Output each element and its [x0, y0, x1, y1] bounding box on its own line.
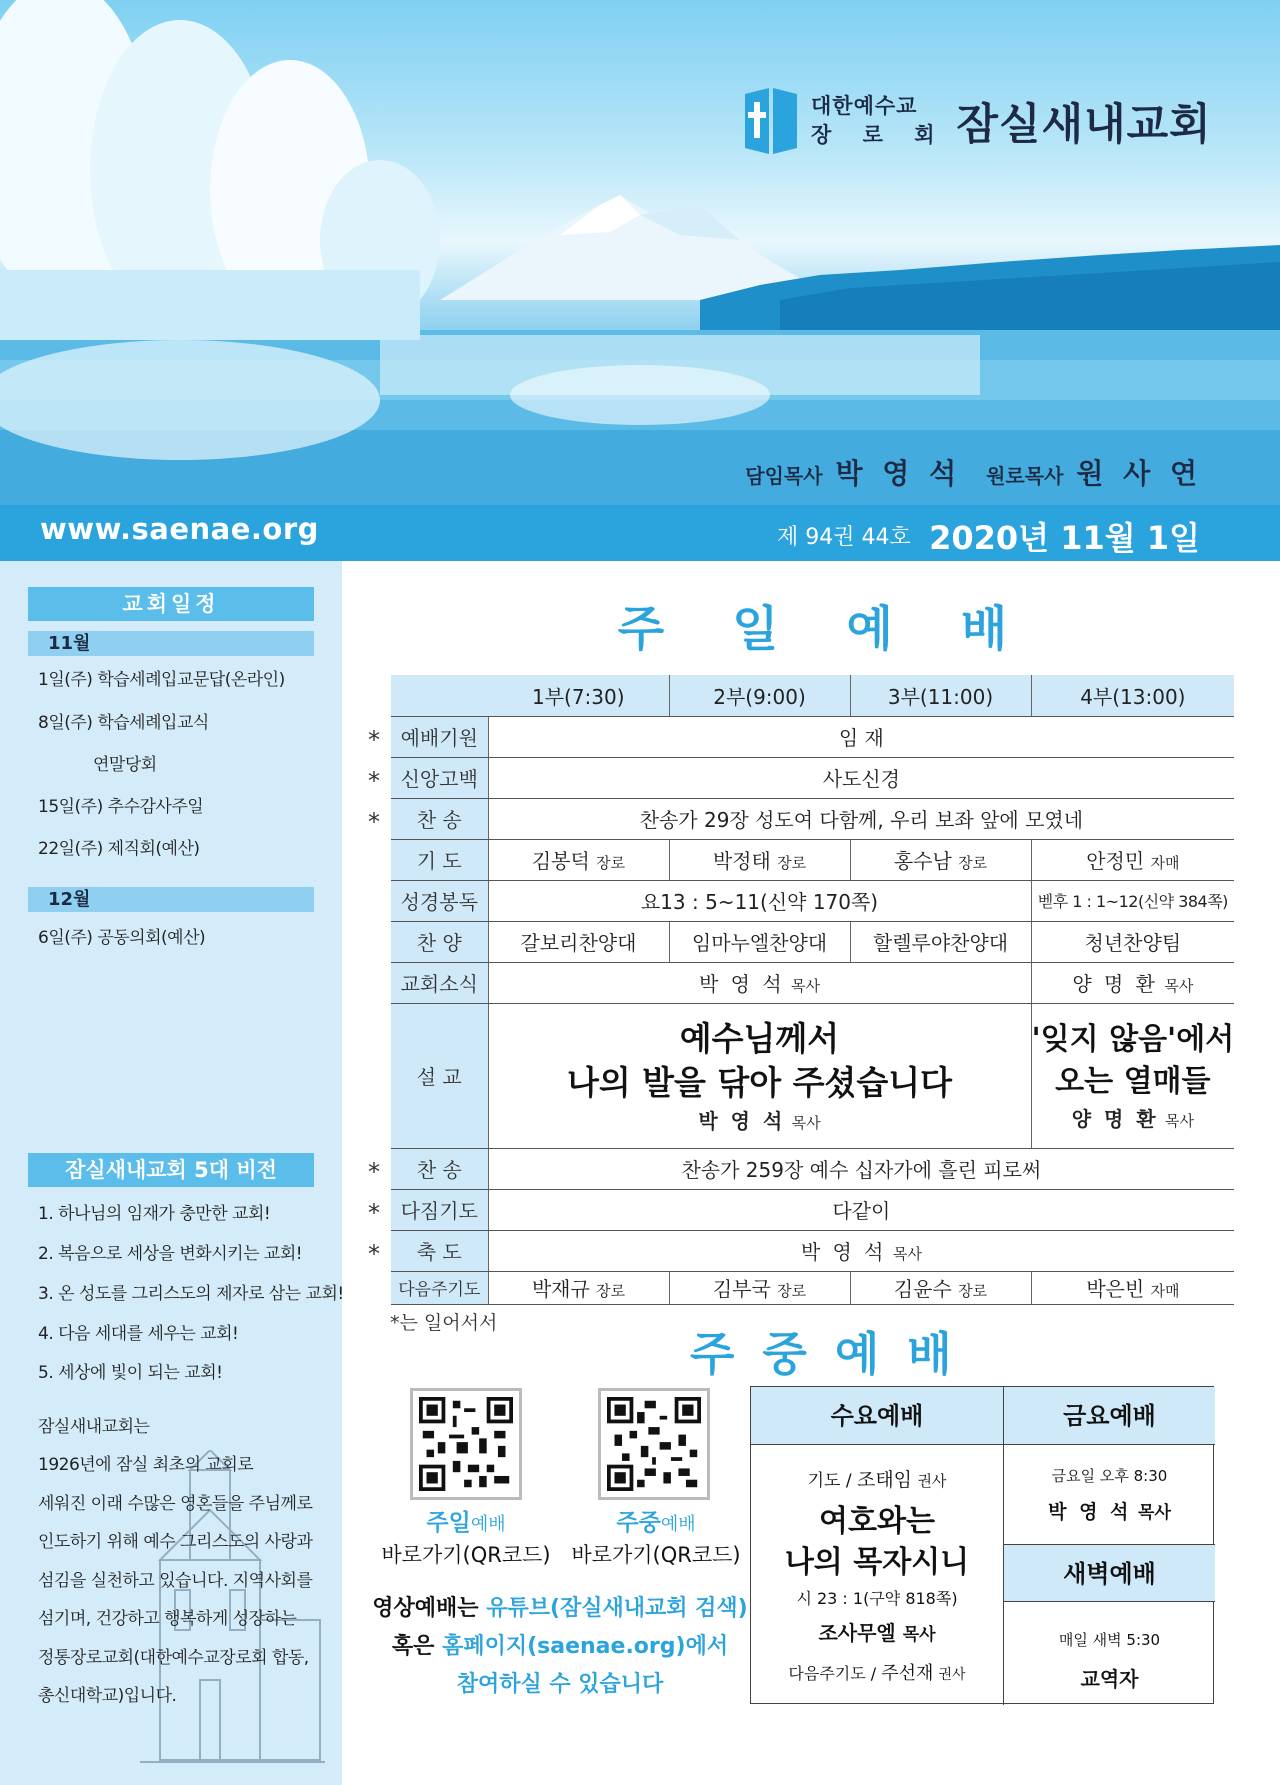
homepage-link[interactable]: 홈페이지(saenae.org)에서 — [442, 1634, 729, 1659]
stand-marker: * — [368, 1158, 380, 1186]
person-title: 자매 — [1150, 854, 1180, 872]
row-label: 예배기원 — [391, 716, 488, 757]
vision-item: 5. 세상에 빛이 되는 교회! — [38, 1363, 223, 1383]
about-line: 총신대학교)입니다. — [38, 1686, 177, 1706]
cross-book-icon — [745, 88, 797, 154]
person-name: 조사무엘 — [818, 1621, 896, 1645]
person-title: 자매 — [1150, 1282, 1180, 1300]
table-row — [391, 962, 1234, 1003]
row-label: 찬 송 — [391, 1148, 488, 1189]
service-1-header: 1부(7:30) — [488, 675, 669, 716]
choir-1: 갈보리찬양대 — [488, 921, 669, 962]
sermon-title-line2: 오는 열매들 — [1055, 1064, 1211, 1099]
sermon-title-line2: 나의 발을 닦아 주셨습니다 — [566, 1063, 953, 1102]
service-2-header: 2부(9:00) — [669, 675, 850, 716]
person-name: 박은빈 — [1086, 1277, 1145, 1301]
row-label: 신앙고백 — [391, 757, 488, 798]
sermon-main — [488, 1003, 1031, 1148]
next-prayer-1 — [488, 1271, 669, 1304]
bulletin-date: 2020년 11월 1일 — [929, 519, 1200, 557]
sermon-title-line1: 예수님께서 — [679, 1019, 840, 1058]
qr-code-sunday[interactable] — [410, 1388, 522, 1500]
row-label: 성경봉독 — [391, 880, 488, 921]
about-line: 섬김을 실천하고 있습니다. 지역사회를 — [38, 1571, 313, 1591]
wed-next-prayer — [751, 1659, 1003, 1685]
fri-preacher — [1004, 1497, 1215, 1524]
qr-label-small: 예배 — [470, 1514, 506, 1535]
prayer-leader-3 — [850, 839, 1031, 880]
person-name: 김부국 — [712, 1277, 771, 1301]
schedule-item: 연말당회 — [93, 755, 157, 775]
sermon-title-line1: 여호와는 — [819, 1504, 935, 1539]
choir-4: 청년찬양팀 — [1031, 921, 1234, 962]
friday-heading: 금요예배 — [1004, 1387, 1215, 1445]
sermon-fourth — [1031, 1003, 1234, 1148]
pledge-value: 다같이 — [488, 1189, 1234, 1230]
table-row — [391, 798, 1234, 839]
creed-value: 사도신경 — [488, 757, 1234, 798]
prayer-leader-1 — [488, 839, 669, 880]
sermon-row — [391, 1003, 1234, 1148]
issue-number: 제 94권 44호 — [777, 525, 911, 550]
table-row — [391, 757, 1234, 798]
qr-label-blue: 주중 — [616, 1510, 661, 1536]
denomination-text — [811, 92, 946, 150]
qr-label-blue: 주일 — [426, 1510, 471, 1536]
person-name: 박 영 석 — [1048, 1501, 1132, 1523]
elder-pastor-name: 원 사 연 — [1076, 457, 1202, 490]
person-title: 장로 — [958, 854, 988, 872]
benediction — [488, 1230, 1234, 1271]
qr-caption: 바로가기(QR코드) — [381, 1543, 551, 1567]
person-title: 목사 — [791, 977, 821, 995]
wed-prayer — [751, 1465, 1003, 1492]
stand-marker: * — [368, 767, 380, 795]
fri-time: 금요일 오후 8:30 — [1051, 1467, 1168, 1485]
stand-marker: * — [368, 1199, 380, 1227]
row-label: 다짐기도 — [391, 1189, 488, 1230]
wed-sermon-title — [751, 1501, 1003, 1583]
row-label: 찬 양 — [391, 921, 488, 962]
sunday-order-table — [391, 675, 1234, 1305]
header-corner — [391, 675, 488, 716]
wednesday-heading: 수요예배 — [751, 1387, 1003, 1445]
person-name: 박 영 석 — [698, 972, 785, 996]
preacher-name: 박 영 석 — [698, 1109, 786, 1133]
denomination-line1: 대한예수교 — [811, 94, 918, 118]
row-label: 축 도 — [391, 1230, 488, 1271]
closing-hymn: 찬송가 259장 예수 십자가에 흘린 피로써 — [488, 1148, 1234, 1189]
table-row — [391, 1148, 1234, 1189]
person-title: 목사 — [902, 1625, 936, 1645]
qr-caption-weekday[interactable] — [571, 1508, 741, 1571]
elder-pastor-title: 원로목사 — [986, 464, 1064, 488]
table-row — [391, 716, 1234, 757]
month-label: 11월 — [28, 631, 314, 656]
service-3-header: 3부(11:00) — [850, 675, 1031, 716]
person-name: 조태임 — [856, 1469, 913, 1491]
person-title: 목사 — [892, 1245, 922, 1263]
hero-banner — [0, 0, 1280, 505]
person-title: 장로 — [596, 1282, 626, 1300]
video-text: 혹은 — [391, 1634, 443, 1659]
person-title: 목사 — [1164, 977, 1194, 995]
preacher-title: 목사 — [1164, 1112, 1194, 1130]
about-line: 잠실새내교회는 — [38, 1417, 150, 1437]
sermon-title-line1: '잊지 않음'에서 — [1031, 1022, 1235, 1057]
stand-marker: * — [368, 726, 380, 754]
person-name: 안정민 — [1086, 849, 1145, 873]
person-title: 장로 — [777, 1282, 807, 1300]
senior-pastor-title: 담임목사 — [745, 464, 823, 488]
stand-marker: * — [368, 808, 380, 836]
website-link[interactable]: www.saenae.org — [40, 512, 319, 546]
vision-item: 1. 하나님의 임재가 충만한 교회! — [38, 1204, 271, 1224]
schedule-heading: 교회일정 — [28, 587, 314, 621]
table-row — [391, 880, 1234, 921]
about-line: 정통장로교회(대한예수교장로회 합동, — [38, 1648, 309, 1668]
table-row — [391, 1230, 1234, 1271]
service-4-header: 4부(13:00) — [1031, 675, 1234, 716]
prayer-leader-2 — [669, 839, 850, 880]
online-worship-note — [370, 1590, 750, 1704]
qr-code-weekday[interactable] — [598, 1388, 710, 1500]
schedule-item: 15일(주) 추수감사주일 — [38, 797, 204, 817]
person-name: 양 명 환 — [1072, 972, 1159, 996]
prayer-leader-4 — [1031, 839, 1234, 880]
video-text: 참여하실 수 있습니다 — [456, 1672, 664, 1697]
table-row — [391, 839, 1234, 880]
scripture-main: 요13 : 5~11(신약 170쪽) — [488, 880, 1031, 921]
preacher-name: 양 명 환 — [1071, 1107, 1159, 1131]
youtube-link[interactable]: 유튜브(잠실새내교회 검색) — [486, 1596, 748, 1621]
vision-item: 4. 다음 세대를 세우는 교회! — [38, 1324, 239, 1344]
dawn-time: 매일 새벽 5:30 — [1058, 1631, 1161, 1649]
row-label: 기 도 — [391, 839, 488, 880]
church-name: 잠실새내교회 — [956, 99, 1212, 150]
table-row — [391, 1189, 1234, 1230]
table-header-row — [391, 675, 1234, 716]
vision-heading: 잠실새내교회 5대 비전 — [28, 1153, 314, 1187]
news-fourth — [1031, 962, 1234, 1003]
person-name: 김봉덕 — [531, 849, 590, 873]
stand-marker: * — [368, 1240, 380, 1268]
person-name: 주선재 — [881, 1663, 934, 1684]
schedule-item: 22일(주) 제직회(예산) — [38, 839, 200, 859]
vision-item: 2. 복음으로 세상을 변화시키는 교회! — [38, 1244, 303, 1264]
about-line: 세워진 이래 수많은 영혼들을 주님께로 — [38, 1494, 313, 1514]
person-title: 장로 — [958, 1282, 988, 1300]
wed-scripture: 시 23 : 1(구약 818쪽) — [796, 1589, 958, 1608]
sunday-worship-title: 주일예배 — [617, 601, 1076, 657]
person-name: 박재규 — [531, 1277, 590, 1301]
video-text: 영상예배는 — [372, 1596, 487, 1621]
next-prayer-3 — [850, 1271, 1031, 1304]
row-label: 교회소식 — [391, 962, 488, 1003]
choir-3: 할렐루야찬양대 — [850, 921, 1031, 962]
label: 기도 / — [807, 1471, 857, 1491]
about-line: 1926년에 잠실 최초의 교회로 — [38, 1455, 254, 1475]
stand-note: *는 일어서서 — [390, 1312, 498, 1334]
qr-caption: 바로가기(QR코드) — [571, 1543, 741, 1567]
sermon-title-line2: 나의 목자시니 — [784, 1545, 970, 1580]
table-row — [391, 1271, 1234, 1304]
month-label: 12월 — [28, 887, 314, 912]
qr-caption-sunday[interactable] — [381, 1508, 551, 1571]
opening-hymn: 찬송가 29장 성도여 다함께, 우리 보좌 앞에 모였네 — [488, 798, 1234, 839]
news-main — [488, 962, 1031, 1003]
qr-code-icon — [419, 1397, 513, 1491]
label: 다음주기도 / — [788, 1664, 882, 1683]
person-name: 박 영 석 — [800, 1240, 887, 1264]
dawn-heading: 새벽예배 — [1004, 1544, 1215, 1602]
winter-lake-image — [0, 0, 1280, 505]
qr-code-icon — [607, 1397, 701, 1491]
person-title: 장로 — [777, 854, 807, 872]
weekday-services-box — [750, 1386, 1214, 1704]
senior-pastor-name: 박 영 석 — [835, 457, 962, 490]
next-prayer-4 — [1031, 1271, 1234, 1304]
pastors-line — [745, 452, 1202, 492]
person-title: 목사 — [1138, 1503, 1171, 1523]
preacher-title: 목사 — [791, 1114, 821, 1132]
wed-preacher — [751, 1617, 1003, 1646]
person-name: 홍수남 — [893, 849, 952, 873]
scripture-fourth: 벧후 1 : 1~12(신약 384쪽) — [1031, 880, 1234, 921]
next-prayer-2 — [669, 1271, 850, 1304]
dawn-preacher: 교역자 — [1080, 1667, 1139, 1691]
about-line: 인도하기 위해 예수 그리스도의 사랑과 — [38, 1532, 313, 1552]
person-name: 김윤수 — [893, 1277, 952, 1301]
person-name: 박정태 — [712, 849, 771, 873]
person-title: 권사 — [917, 1472, 947, 1490]
schedule-item: 1일(주) 학습세례입교문답(온라인) — [38, 670, 285, 690]
choir-2: 임마누엘찬양대 — [669, 921, 850, 962]
table-row — [391, 921, 1234, 962]
row-label: 찬 송 — [391, 798, 488, 839]
about-line: 섬기며, 건강하고 행복하게 성장하는 — [38, 1609, 297, 1629]
denomination-line2: 장 로 회 — [811, 123, 947, 147]
vision-item: 3. 온 성도를 그리스도의 제자로 삼는 교회! — [38, 1284, 344, 1304]
qr-label-small: 예배 — [660, 1514, 696, 1535]
row-label: 설 교 — [391, 1003, 488, 1148]
schedule-item: 6일(주) 공동의회(예산) — [38, 928, 206, 948]
church-logo — [745, 86, 1212, 156]
person-title: 권사 — [938, 1667, 966, 1683]
weekday-worship-title: 주중예배 — [690, 1327, 980, 1381]
person-title: 장로 — [596, 854, 626, 872]
schedule-item: 8일(주) 학습세례입교식 — [38, 713, 209, 733]
call-to-worship: 임 재 — [488, 716, 1234, 757]
row-label: 다음주기도 — [391, 1271, 488, 1304]
